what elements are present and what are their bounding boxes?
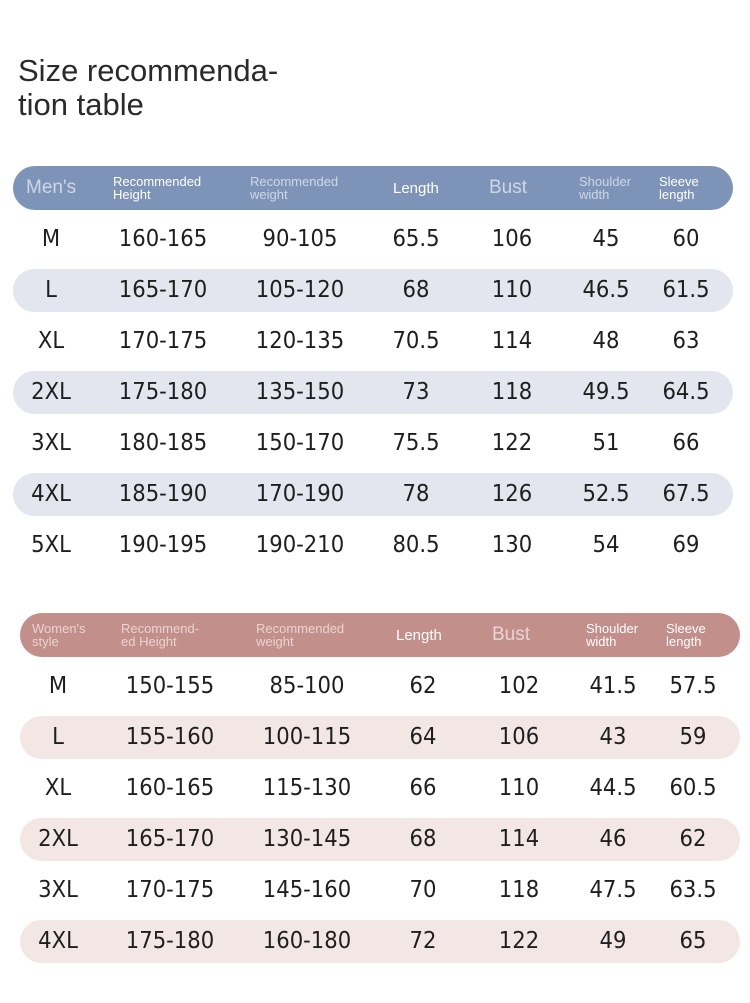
cell-weight: 90-105 bbox=[262, 226, 338, 252]
table-row bbox=[20, 818, 740, 861]
cell-size: M bbox=[41, 226, 61, 252]
cell-sleeve: 69 bbox=[672, 532, 700, 558]
header-sleeve: Sleeve length bbox=[666, 621, 706, 649]
womens-table-body bbox=[20, 665, 740, 963]
cell-shoulder: 43 bbox=[599, 724, 627, 750]
cell-bust: 106 bbox=[491, 226, 533, 252]
cell-weight: 170-190 bbox=[255, 481, 345, 507]
mens-table-body bbox=[13, 218, 733, 567]
cell-weight: 120-135 bbox=[255, 328, 345, 354]
cell-sleeve: 66 bbox=[672, 430, 700, 456]
cell-height: 165-170 bbox=[118, 277, 208, 303]
cell-sleeve: 64.5 bbox=[662, 379, 710, 405]
cell-sleeve: 67.5 bbox=[662, 481, 710, 507]
cell-sleeve: 57.5 bbox=[669, 673, 717, 699]
cell-size: 3XL bbox=[31, 430, 71, 456]
mens-table-header bbox=[13, 166, 733, 210]
cell-weight: 115-130 bbox=[262, 775, 352, 801]
cell-shoulder: 44.5 bbox=[589, 775, 637, 801]
cell-height: 155-160 bbox=[125, 724, 215, 750]
table-row bbox=[13, 524, 733, 567]
cell-bust: 114 bbox=[498, 826, 540, 852]
cell-length: 62 bbox=[409, 673, 437, 699]
cell-length: 70 bbox=[409, 877, 437, 903]
cell-length: 64 bbox=[409, 724, 437, 750]
cell-weight: 160-180 bbox=[262, 928, 352, 954]
cell-sleeve: 65 bbox=[679, 928, 707, 954]
cell-bust: 126 bbox=[491, 481, 533, 507]
cell-bust: 110 bbox=[491, 277, 533, 303]
header-height: Recommend- ed Height bbox=[121, 621, 200, 649]
cell-height: 185-190 bbox=[118, 481, 208, 507]
cell-height: 175-180 bbox=[118, 379, 208, 405]
cell-height: 170-175 bbox=[125, 877, 215, 903]
cell-bust: 102 bbox=[498, 673, 540, 699]
cell-weight: 190-210 bbox=[255, 532, 345, 558]
cell-height: 175-180 bbox=[125, 928, 215, 954]
header-length: Length bbox=[396, 626, 442, 644]
mens-size-table bbox=[13, 166, 733, 567]
table-row bbox=[13, 371, 733, 414]
cell-length: 73 bbox=[402, 379, 430, 405]
cell-weight: 85-100 bbox=[269, 673, 345, 699]
cell-size: L bbox=[52, 724, 64, 750]
cell-height: 165-170 bbox=[125, 826, 215, 852]
cell-height: 160-165 bbox=[125, 775, 215, 801]
table-row bbox=[20, 767, 740, 810]
page-title-line-1: Size recommenda- bbox=[18, 53, 279, 88]
cell-bust: 122 bbox=[491, 430, 533, 456]
cell-length: 72 bbox=[409, 928, 437, 954]
cell-sleeve: 60 bbox=[672, 226, 700, 252]
cell-length: 70.5 bbox=[392, 328, 440, 354]
cell-weight: 130-145 bbox=[262, 826, 352, 852]
table-row bbox=[13, 218, 733, 261]
cell-bust: 110 bbox=[498, 775, 540, 801]
page-title bbox=[18, 54, 278, 122]
cell-size: L bbox=[45, 277, 57, 303]
cell-length: 80.5 bbox=[392, 532, 440, 558]
cell-shoulder: 52.5 bbox=[582, 481, 630, 507]
cell-shoulder: 54 bbox=[592, 532, 620, 558]
cell-height: 170-175 bbox=[118, 328, 208, 354]
cell-sleeve: 59 bbox=[679, 724, 707, 750]
cell-shoulder: 49 bbox=[599, 928, 627, 954]
table-row bbox=[20, 716, 740, 759]
cell-bust: 118 bbox=[491, 379, 533, 405]
table-row bbox=[20, 665, 740, 708]
cell-sleeve: 60.5 bbox=[669, 775, 717, 801]
cell-shoulder: 48 bbox=[592, 328, 620, 354]
cell-sleeve: 62 bbox=[679, 826, 707, 852]
cell-bust: 130 bbox=[491, 532, 533, 558]
cell-size: XL bbox=[44, 775, 72, 801]
header-sleeve: Sleeve length bbox=[659, 174, 699, 202]
header-style: Women's style bbox=[32, 621, 86, 649]
cell-size: XL bbox=[37, 328, 65, 354]
header-length: Length bbox=[393, 179, 439, 197]
header-weight: Recommended weight bbox=[256, 621, 345, 649]
cell-bust: 122 bbox=[498, 928, 540, 954]
cell-bust: 106 bbox=[498, 724, 540, 750]
cell-shoulder: 51 bbox=[592, 430, 620, 456]
cell-size: 4XL bbox=[38, 928, 78, 954]
cell-weight: 145-160 bbox=[262, 877, 352, 903]
header-shoulder: Shoulder width bbox=[586, 621, 639, 649]
cell-height: 180-185 bbox=[118, 430, 208, 456]
cell-shoulder: 41.5 bbox=[589, 673, 637, 699]
cell-shoulder: 46.5 bbox=[582, 277, 630, 303]
cell-sleeve: 63 bbox=[672, 328, 700, 354]
cell-shoulder: 47.5 bbox=[589, 877, 637, 903]
cell-size: M bbox=[48, 673, 68, 699]
cell-size: 3XL bbox=[38, 877, 78, 903]
cell-size: 2XL bbox=[31, 379, 71, 405]
cell-height: 190-195 bbox=[118, 532, 208, 558]
cell-length: 75.5 bbox=[392, 430, 440, 456]
cell-shoulder: 45 bbox=[592, 226, 620, 252]
cell-length: 65.5 bbox=[392, 226, 440, 252]
cell-size: 5XL bbox=[31, 532, 71, 558]
cell-size: 4XL bbox=[31, 481, 71, 507]
header-bust: Bust bbox=[492, 624, 531, 645]
cell-weight: 105-120 bbox=[255, 277, 345, 303]
cell-size: 2XL bbox=[38, 826, 78, 852]
table-row bbox=[13, 320, 733, 363]
table-row bbox=[20, 869, 740, 912]
page-title-line-2: tion table bbox=[18, 87, 144, 122]
womens-table-header bbox=[20, 613, 740, 657]
cell-height: 150-155 bbox=[125, 673, 215, 699]
header-weight: Recommended weight bbox=[250, 174, 339, 202]
cell-bust: 118 bbox=[498, 877, 540, 903]
cell-shoulder: 49.5 bbox=[582, 379, 630, 405]
cell-length: 78 bbox=[402, 481, 430, 507]
cell-height: 160-165 bbox=[118, 226, 208, 252]
table-row bbox=[13, 422, 733, 465]
cell-weight: 135-150 bbox=[255, 379, 345, 405]
cell-weight: 150-170 bbox=[255, 430, 345, 456]
womens-size-table bbox=[20, 613, 740, 963]
cell-length: 68 bbox=[409, 826, 437, 852]
table-row bbox=[13, 473, 733, 516]
header-height: Recommended Height bbox=[113, 174, 202, 202]
table-row bbox=[20, 920, 740, 963]
cell-length: 68 bbox=[402, 277, 430, 303]
header-bust: Bust bbox=[489, 177, 528, 198]
cell-sleeve: 61.5 bbox=[662, 277, 710, 303]
cell-weight: 100-115 bbox=[262, 724, 352, 750]
cell-bust: 114 bbox=[491, 328, 533, 354]
table-row bbox=[13, 269, 733, 312]
cell-sleeve: 63.5 bbox=[669, 877, 717, 903]
cell-length: 66 bbox=[409, 775, 437, 801]
header-shoulder: Shoulder width bbox=[579, 174, 632, 202]
cell-shoulder: 46 bbox=[599, 826, 627, 852]
header-style: Men's bbox=[26, 177, 77, 198]
